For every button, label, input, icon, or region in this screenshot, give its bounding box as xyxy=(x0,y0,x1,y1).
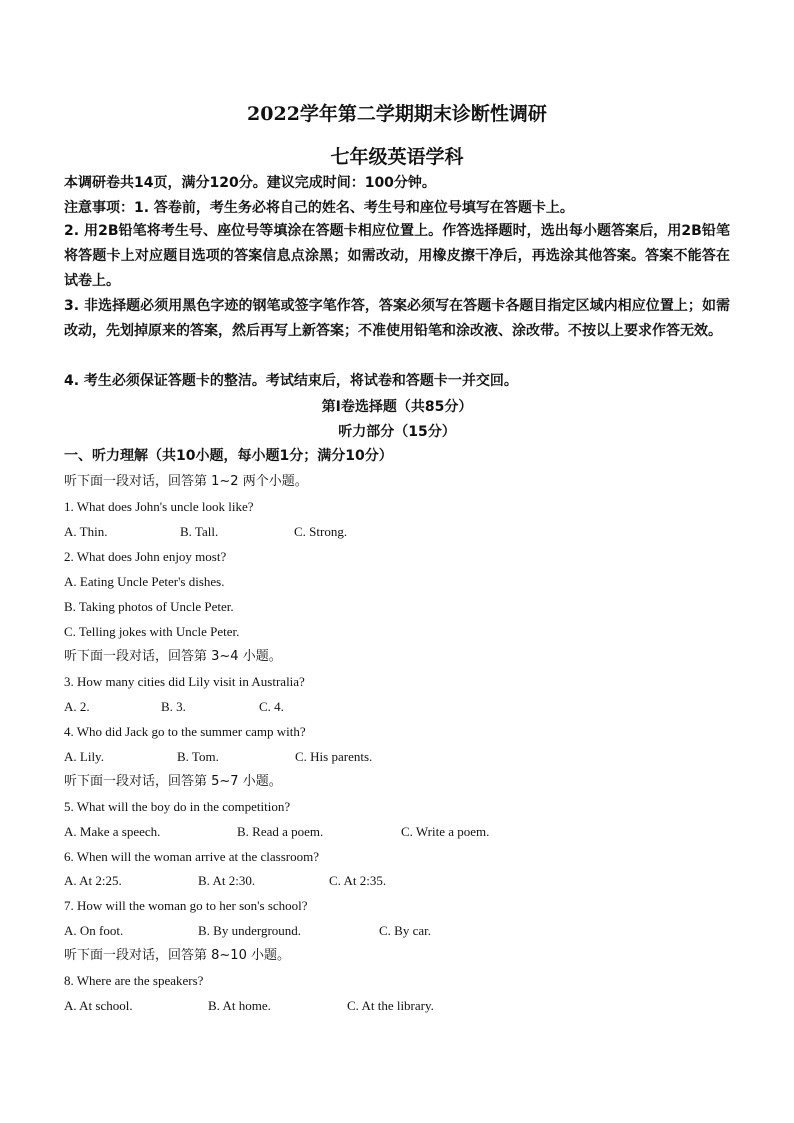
question-3: 3. How many cities did Lily visit in Australia? xyxy=(64,674,305,689)
option-c: C. Strong. xyxy=(294,524,348,539)
option-b: B. At 2:30. xyxy=(198,873,256,888)
option-b: B. Taking photos of Uncle Peter. xyxy=(64,599,234,614)
listening-heading: 听力部分（15分） xyxy=(338,424,456,440)
option-c: C. Telling jokes with Uncle Peter. xyxy=(64,624,240,639)
question-5: 5. What will the boy do in the competition? xyxy=(64,799,291,814)
option-c: C. At 2:35. xyxy=(329,873,387,888)
question-8: 8. Where are the speakers? xyxy=(64,973,204,988)
question-1: 1. What does John's uncle look like? xyxy=(64,499,254,514)
option-c: C. Write a poem. xyxy=(401,824,490,839)
option-a: A. Eating Uncle Peter's dishes. xyxy=(64,574,225,589)
option-b: B. Tall. xyxy=(180,524,219,539)
question-7: 7. How will the woman go to her son's school? xyxy=(64,898,308,913)
option-a: A. On foot. xyxy=(64,923,124,938)
option-a: A. At school. xyxy=(64,998,133,1013)
option-b: B. Tom. xyxy=(177,749,219,764)
exam-subtitle: 七年级英语学科 xyxy=(330,146,464,168)
option-c: C. His parents. xyxy=(295,749,373,764)
option-a: A. Lily. xyxy=(64,749,104,764)
option-b: B. Read a poem. xyxy=(237,824,324,839)
dialogue-instruction: 听下面一段对话，回答第 8~10 小题。 xyxy=(64,948,290,963)
option-b: B. At home. xyxy=(208,998,271,1013)
exam-title: 2022学年第二学期期末诊断性调研 xyxy=(247,103,547,125)
option-b: B. By underground. xyxy=(198,923,302,938)
note-2: 2. 用2B铅笔将考生号、座位号等填涂在答题卡相应位置上。作答选择题时，选出每小题答案后，用2B铅笔将答题卡上对应题目选项的答案信息点涂黑；如需改动，用橡皮擦干净后，再选涂其他答案。答案不能答在试卷上。 xyxy=(64,223,730,289)
note-1: 注意事项：1. 答卷前，考生务必将自己的姓名、考生号和座位号填写在答题卡上。 xyxy=(64,200,574,216)
dialogue-instruction: 听下面一段对话，回答第 5~7 小题。 xyxy=(64,774,282,789)
option-b: B. 3. xyxy=(161,699,186,714)
dialogue-instruction: 听下面一段对话，回答第 3~4 小题。 xyxy=(64,649,282,664)
question-2: 2. What does John enjoy most? xyxy=(64,549,227,564)
option-a: A. Thin. xyxy=(64,524,108,539)
note-3: 3. 非选择题必须用黑色字迹的钢笔或签字笔作答，答案必须写在答题卡各题目指定区域内相应位置上；如需改动，先划掉原来的答案，然后再写上新答案；不准使用铅笔和涂改液、涂改带。不按以上要求作答无效。 xyxy=(64,298,730,339)
question-4: 4. Who did Jack go to the summer camp with? xyxy=(64,724,306,739)
section-heading: 一、听力理解（共10小题，每小题1分；满分10分） xyxy=(64,448,393,464)
option-a: A. Make a speech. xyxy=(64,824,161,839)
option-a: A. At 2:25. xyxy=(64,873,122,888)
question-6: 6. When will the woman arrive at the classroom? xyxy=(64,849,319,864)
option-c: C. 4. xyxy=(259,699,284,714)
note-4: 4. 考生必须保证答题卡的整洁。考试结束后，将试卷和答题卡一并交回。 xyxy=(64,373,518,389)
option-c: C. By car. xyxy=(379,923,431,938)
dialogue-instruction: 听下面一段对话，回答第 1~2 两个小题。 xyxy=(64,474,308,489)
part1-heading: 第Ⅰ卷选择题（共85分） xyxy=(321,399,473,415)
option-a: A. 2. xyxy=(64,699,90,714)
option-c: C. At the library. xyxy=(347,998,434,1013)
intro-text: 本调研卷共14页，满分120分。建议完成时间：100分钟。 xyxy=(64,175,436,191)
